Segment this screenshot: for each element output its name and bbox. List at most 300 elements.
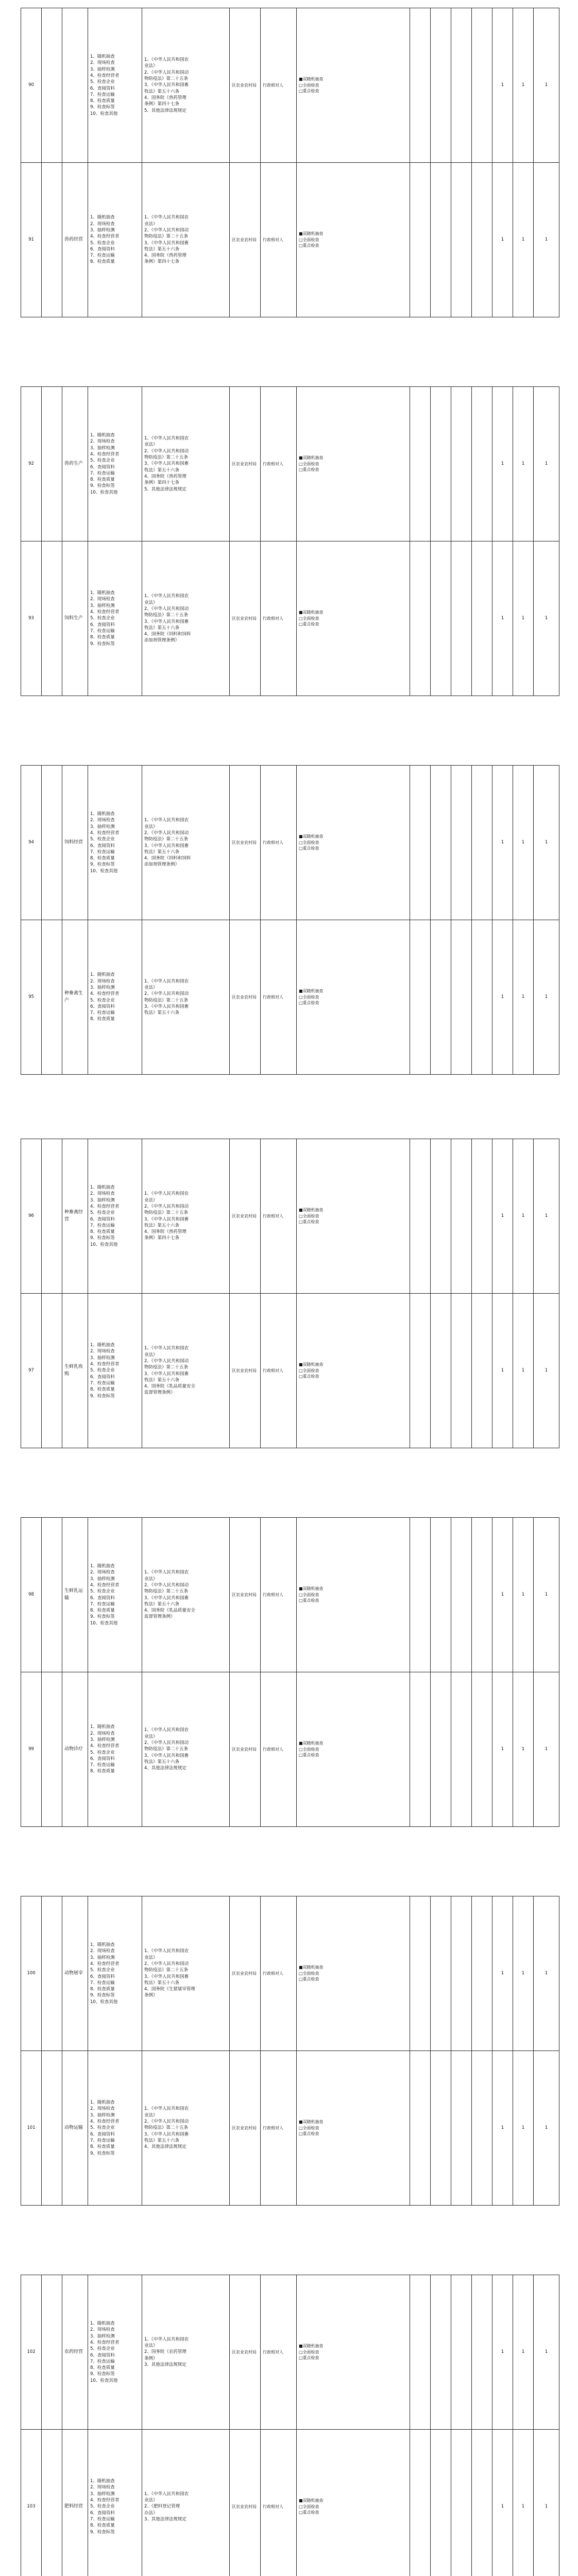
legal-basis-cell <box>142 163 230 317</box>
legal-basis-line: 监督管理条例》 <box>144 1614 175 1620</box>
legal-basis-line: 4、其他法律法规规定 <box>144 2144 186 2150</box>
row-number: 99 <box>21 1672 42 1827</box>
mark-cell: 1 <box>534 387 559 541</box>
row-number: 97 <box>21 1294 42 1448</box>
legal-basis-line: 1、《中华人民共和国农 <box>144 2336 189 2342</box>
check-item: 5、检查企业 <box>90 2125 115 2131</box>
legal-basis-line: 3、其他法律法规规定 <box>144 2516 186 2522</box>
legal-basis-line: 物防疫法》第二十五条 <box>144 613 189 618</box>
table-row <box>21 1896 559 2051</box>
inspection-way-option: □全面检查 <box>299 82 319 88</box>
inspection-subject: 区农业农村局 <box>230 2275 261 2430</box>
table-row <box>21 1139 559 1294</box>
mark-cell: 1 <box>513 1896 534 2051</box>
check-item: 1、随机抽查 <box>90 1563 115 1569</box>
check-item: 4、检查经营者 <box>90 1743 120 1749</box>
legal-basis-line: 业法》 <box>144 2112 158 2118</box>
check-item: 9、检查标签 <box>90 862 115 868</box>
check-items-cell <box>88 766 142 920</box>
check-item: 8、检查质量 <box>90 98 115 104</box>
table-row <box>21 541 559 696</box>
blank-cell <box>472 2430 492 2576</box>
check-item: 5、检查企业 <box>90 1210 115 1216</box>
check-item: 4、检查经营者 <box>90 1582 120 1588</box>
inspection-way-cell <box>297 2275 410 2430</box>
inspection-table <box>21 1517 559 1827</box>
legal-basis-line: 3、《中华人民共和国畜 <box>144 1753 189 1758</box>
table-row <box>21 1672 559 1827</box>
inspection-table <box>21 1139 559 1448</box>
category-cell <box>42 2275 62 2430</box>
check-item: 7、检查运输 <box>90 1380 115 1386</box>
legal-basis-line: 2、国务院《农药管理 <box>144 2349 186 2355</box>
legal-basis-line: 业法》 <box>144 1197 158 1203</box>
check-item: 10、检查其他 <box>90 868 118 874</box>
category-cell <box>42 8 62 163</box>
legal-basis-line: 条例》 <box>144 2355 158 2361</box>
check-item: 9、检查标签 <box>90 483 115 489</box>
inspection-way-cell <box>297 1896 410 2051</box>
item-name: 饲料经营 <box>62 766 88 920</box>
check-item: 3、抽样检测 <box>90 2491 115 2497</box>
inspection-table <box>21 386 559 696</box>
legal-basis-line: 物防疫法》第二十五条 <box>144 2125 189 2131</box>
legal-basis-line: 牧法》第五十六条 <box>144 2138 180 2143</box>
check-item: 3、抽样检测 <box>90 824 115 829</box>
blank-cell <box>431 2275 451 2430</box>
check-items-cell <box>88 8 142 163</box>
legal-basis-line: 业法》 <box>144 221 158 227</box>
check-item: 1、随机抽查 <box>90 1184 115 1190</box>
legal-basis-line: 条例》第四十七条 <box>144 259 180 265</box>
legal-basis-cell <box>142 920 230 1075</box>
mark-cell: 1 <box>492 1139 513 1294</box>
legal-basis-line: 物防疫法》第二十五条 <box>144 455 189 461</box>
check-item: 1、随机抽查 <box>90 1724 115 1730</box>
mark-cell: 1 <box>534 2275 559 2430</box>
item-name: 种畜禽生产 <box>62 920 88 1075</box>
mark-cell: 1 <box>492 2430 513 2576</box>
legal-basis-line: 业法》 <box>144 600 158 605</box>
legal-basis-line: 监督管理条例》 <box>144 1390 175 1396</box>
legal-basis-line: 条例》第四十七条 <box>144 1235 180 1241</box>
check-item: 2、现场检查 <box>90 60 115 66</box>
check-item: 7、检查运输 <box>90 2516 115 2522</box>
legal-basis-line: 物防疫法》第二十五条 <box>144 1968 189 1973</box>
mark-cell: 1 <box>513 387 534 541</box>
blank-cell <box>451 163 472 317</box>
blank-cell <box>472 8 492 163</box>
check-item: 1、随机抽查 <box>90 811 115 817</box>
blank-cell <box>410 1294 431 1448</box>
inspection-way-option: □全面检查 <box>299 2125 319 2130</box>
inspection-way-option: □重点检查 <box>299 2510 319 2515</box>
check-item: 4、检查经营者 <box>90 234 120 240</box>
mark-cell: 1 <box>492 541 513 696</box>
inspection-scope: 行政相对人 <box>261 1896 297 2051</box>
legal-basis-line: 1、《中华人民共和国农 <box>144 978 189 984</box>
inspection-subject: 区农业农村局 <box>230 920 261 1075</box>
blank-cell <box>472 1139 492 1294</box>
legal-basis-line: 4、其他法律法规规定 <box>144 1766 186 1771</box>
inspection-way-option: □重点检查 <box>299 1219 319 1225</box>
legal-basis-line: 1、《中华人民共和国农 <box>144 1191 189 1197</box>
check-item: 6、查阅资料 <box>90 2131 115 2137</box>
legal-basis-line: 物防疫法》第二十五条 <box>144 997 189 1003</box>
mark-cell: 1 <box>513 766 534 920</box>
category-cell <box>42 387 62 541</box>
check-item: 9、检查标签 <box>90 1993 115 1998</box>
inspection-scope: 行政相对人 <box>261 1518 297 1672</box>
check-item: 4、检查经营者 <box>90 73 120 78</box>
inspection-way-option: ■双随机抽查 <box>299 834 324 839</box>
check-item: 2、现场检查 <box>90 597 115 602</box>
legal-basis-line: 物防疫法》第二十五条 <box>144 76 189 82</box>
check-item: 3、抽样检测 <box>90 445 115 451</box>
inspection-way-option: ■双随机抽查 <box>299 2344 324 2349</box>
page-6 <box>0 1891 578 2210</box>
legal-basis-line: 5、其他法律法规规定 <box>144 486 186 492</box>
legal-basis-line: 1、《中华人民共和国农 <box>144 818 189 823</box>
mark-cell: 1 <box>492 8 513 163</box>
inspection-way-option: □重点检查 <box>299 467 319 472</box>
check-items-cell <box>88 1518 142 1672</box>
check-item: 2、现场检查 <box>90 221 115 227</box>
check-item: 4、检查经营者 <box>90 609 120 615</box>
inspection-way-cell <box>297 920 410 1075</box>
inspection-way-option: □全面检查 <box>299 840 319 845</box>
check-item: 8、检查质量 <box>90 259 115 265</box>
legal-basis-line: 3、其他法律法规规定 <box>144 2362 186 2367</box>
check-item: 10、检查其他 <box>90 1242 118 1247</box>
page-5 <box>0 1512 578 1832</box>
legal-basis-line: 2、《中华人民共和国动 <box>144 1358 189 1364</box>
mark-cell: 1 <box>492 387 513 541</box>
inspection-way-option: ■双随机抽查 <box>299 2120 324 2125</box>
mark-cell: 1 <box>513 1139 534 1294</box>
inspection-way-option: □重点检查 <box>299 2131 319 2137</box>
check-items-cell <box>88 1139 142 1294</box>
check-item: 9、检查标签 <box>90 105 115 110</box>
mark-cell: 1 <box>534 766 559 920</box>
inspection-way-cell <box>297 163 410 317</box>
category-cell <box>42 2051 62 2206</box>
blank-cell <box>472 387 492 541</box>
inspection-way-option: □重点检查 <box>299 1598 319 1603</box>
item-name: 生鲜乳运输 <box>62 1518 88 1672</box>
legal-basis-line: 3、《中华人民共和国畜 <box>144 1595 189 1601</box>
blank-cell <box>431 1896 451 2051</box>
legal-basis-line: 3、《中华人民共和国畜 <box>144 461 189 467</box>
inspection-way-option: □全面检查 <box>299 1747 319 1752</box>
check-item: 6、查阅资料 <box>90 2352 115 2358</box>
blank-cell <box>451 2051 472 2206</box>
inspection-subject: 区农业农村局 <box>230 1139 261 1294</box>
legal-basis-line: 5、其他法律法规规定 <box>144 108 186 113</box>
row-number: 91 <box>21 163 42 317</box>
legal-basis-cell <box>142 2051 230 2206</box>
mark-cell: 1 <box>513 1518 534 1672</box>
check-items-cell <box>88 163 142 317</box>
inspection-way-option: □全面检查 <box>299 1592 319 1597</box>
inspection-subject: 区农业农村局 <box>230 2430 261 2576</box>
blank-cell <box>431 1294 451 1448</box>
legal-basis-cell <box>142 1294 230 1448</box>
check-item: 5、检查企业 <box>90 1750 115 1755</box>
row-number: 103 <box>21 2430 42 2576</box>
check-item: 2、现场检查 <box>90 2106 115 2112</box>
legal-basis-line: 条例》第四十七条 <box>144 480 180 486</box>
check-item: 6、查阅资料 <box>90 464 115 470</box>
mark-cell: 1 <box>513 920 534 1075</box>
check-items-cell <box>88 2430 142 2576</box>
mark-cell: 1 <box>534 2051 559 2206</box>
row-number: 90 <box>21 8 42 163</box>
check-item: 6、查阅资料 <box>90 86 115 91</box>
mark-cell: 1 <box>534 2430 559 2576</box>
inspection-scope: 行政相对人 <box>261 387 297 541</box>
inspection-table <box>21 8 559 317</box>
table-row <box>21 2275 559 2430</box>
check-items-cell <box>88 1672 142 1827</box>
check-item: 4、检查经营者 <box>90 2340 120 2345</box>
inspection-scope: 行政相对人 <box>261 1672 297 1827</box>
check-items-cell <box>88 1896 142 2051</box>
inspection-way-cell <box>297 387 410 541</box>
check-item: 1、随机抽查 <box>90 54 115 59</box>
inspection-way-cell <box>297 2430 410 2576</box>
check-item: 4、检查经营者 <box>90 1204 120 1209</box>
check-item: 9、检查标签 <box>90 2371 115 2377</box>
check-items-cell <box>88 2051 142 2206</box>
inspection-way-option: ■双随机抽查 <box>299 455 324 461</box>
check-item: 6、查阅资料 <box>90 1756 115 1761</box>
inspection-way-option: □全面检查 <box>299 2349 319 2354</box>
inspection-subject: 区农业农村局 <box>230 1672 261 1827</box>
check-item: 9、检查标签 <box>90 1235 115 1241</box>
legal-basis-line: 3、《中华人民共和国畜 <box>144 1371 189 1377</box>
check-item: 2、现场检查 <box>90 1570 115 1575</box>
blank-cell <box>410 8 431 163</box>
check-item: 7、检查运输 <box>90 849 115 855</box>
mark-cell: 1 <box>513 8 534 163</box>
table-row <box>21 920 559 1075</box>
inspection-way-option: □全面检查 <box>299 2504 319 2509</box>
legal-basis-line: 2、《中华人民共和国动 <box>144 1740 189 1746</box>
legal-basis-line: 3、《中华人民共和国畜 <box>144 240 189 246</box>
legal-basis-line: 牧法》第五十六条 <box>144 467 180 473</box>
check-item: 8、检查质量 <box>90 1016 115 1022</box>
check-item: 8、检查质量 <box>90 477 115 483</box>
check-item: 6、查阅资料 <box>90 843 115 849</box>
legal-basis-line: 1、《中华人民共和国农 <box>144 1948 189 1954</box>
blank-cell <box>451 541 472 696</box>
legal-basis-line: 业法》 <box>144 2498 158 2503</box>
legal-basis-line: 添加剂管理条例》 <box>144 638 180 643</box>
inspection-way-option: □重点检查 <box>299 2355 319 2361</box>
blank-cell <box>472 1518 492 1672</box>
inspection-subject: 区农业农村局 <box>230 766 261 920</box>
item-name: 种畜禽经营 <box>62 1139 88 1294</box>
blank-cell <box>451 766 472 920</box>
check-item: 10、检查其他 <box>90 2378 118 2383</box>
inspection-scope: 行政相对人 <box>261 2430 297 2576</box>
legal-basis-line: 3、《中华人民共和国畜 <box>144 619 189 624</box>
blank-cell <box>472 2275 492 2430</box>
mark-cell: 1 <box>492 1672 513 1827</box>
blank-cell <box>472 1896 492 2051</box>
check-item: 7、检查运输 <box>90 253 115 259</box>
check-item: 1、随机抽查 <box>90 2479 115 2484</box>
inspection-way-option: □全面检查 <box>299 994 319 999</box>
check-item: 5、检查企业 <box>90 79 115 85</box>
legal-basis-cell <box>142 766 230 920</box>
item-name: 农药经营 <box>62 2275 88 2430</box>
item-name <box>62 8 88 163</box>
blank-cell <box>431 8 451 163</box>
check-item: 2、现场检查 <box>90 1191 115 1197</box>
item-name: 饲料生产 <box>62 541 88 696</box>
inspection-way-cell <box>297 1518 410 1672</box>
check-items-cell <box>88 387 142 541</box>
check-item: 3、抽样检测 <box>90 66 115 72</box>
check-item: 6、查阅资料 <box>90 1595 115 1601</box>
check-item: 9、检查标签 <box>90 2150 115 2156</box>
legal-basis-line: 牧法》第五十六条 <box>144 1980 180 1986</box>
row-number: 92 <box>21 387 42 541</box>
check-item: 9、检查标签 <box>90 641 115 647</box>
legal-basis-line: 1、《中华人民共和国农 <box>144 594 189 599</box>
legal-basis-line: 牧法》第五十六条 <box>144 849 180 855</box>
legal-basis-line: 4、国务院《乳品质量安全 <box>144 1384 195 1389</box>
inspection-subject: 区农业农村局 <box>230 2051 261 2206</box>
mark-cell: 1 <box>534 1139 559 1294</box>
mark-cell: 1 <box>513 163 534 317</box>
item-name: 动物屠宰 <box>62 1896 88 2051</box>
legal-basis-line: 条例》第四十七条 <box>144 101 180 107</box>
inspection-scope: 行政相对人 <box>261 920 297 1075</box>
check-item: 3、抽样检测 <box>90 2112 115 2118</box>
legal-basis-line: 2、《中华人民共和国动 <box>144 991 189 997</box>
blank-cell <box>431 1518 451 1672</box>
check-item: 8、检查质量 <box>90 2523 115 2529</box>
item-name: 兽药生产 <box>62 387 88 541</box>
category-cell <box>42 766 62 920</box>
inspection-way-option: □重点检查 <box>299 89 319 94</box>
legal-basis-line: 牧法》第五十六条 <box>144 1601 180 1607</box>
blank-cell <box>410 2430 431 2576</box>
inspection-way-option: ■双随机抽查 <box>299 1965 324 1970</box>
legal-basis-line: 牧法》第五十六条 <box>144 625 180 631</box>
blank-cell <box>410 2275 431 2430</box>
check-item: 4、检查经营者 <box>90 830 120 836</box>
legal-basis-line: 2、《中华人民共和国动 <box>144 1961 189 1967</box>
legal-basis-line: 1、《中华人民共和国农 <box>144 1727 189 1733</box>
legal-basis-line: 4、国务院《兽药管理 <box>144 95 186 100</box>
legal-basis-cell <box>142 1672 230 1827</box>
inspection-way-cell <box>297 1294 410 1448</box>
mark-cell: 1 <box>513 541 534 696</box>
category-cell <box>42 1518 62 1672</box>
check-item: 10、检查其他 <box>90 111 118 116</box>
inspection-way-cell <box>297 1672 410 1827</box>
row-number: 100 <box>21 1896 42 2051</box>
legal-basis-line: 牧法》第五十六条 <box>144 89 180 94</box>
item-name: 动物诊疗 <box>62 1672 88 1827</box>
check-item: 1、随机抽查 <box>90 590 115 596</box>
inspection-subject: 区农业农村局 <box>230 1518 261 1672</box>
check-item: 6、查阅资料 <box>90 246 115 252</box>
blank-cell <box>451 1672 472 1827</box>
blank-cell <box>472 541 492 696</box>
check-item: 2、现场检查 <box>90 818 115 823</box>
legal-basis-line: 2、《中华人民共和国动 <box>144 2119 189 2125</box>
check-item: 1、随机抽查 <box>90 2320 115 2326</box>
inspection-subject: 区农业农村局 <box>230 541 261 696</box>
check-item: 10、检查其他 <box>90 1999 118 2005</box>
check-item: 5、检查企业 <box>90 837 115 842</box>
check-item: 1、随机抽查 <box>90 2100 115 2106</box>
legal-basis-line: 添加剂管理条例》 <box>144 862 180 868</box>
mark-cell: 1 <box>513 2275 534 2430</box>
check-item: 7、检查运输 <box>90 470 115 476</box>
inspection-way-option: ■双随机抽查 <box>299 77 324 82</box>
category-cell <box>42 1139 62 1294</box>
row-number: 96 <box>21 1139 42 1294</box>
row-number: 98 <box>21 1518 42 1672</box>
inspection-way-option: □全面检查 <box>299 1213 319 1218</box>
legal-basis-line: 3、《中华人民共和国畜 <box>144 1216 189 1222</box>
check-item: 2、现场检查 <box>90 1731 115 1736</box>
inspection-way-option: ■双随机抽查 <box>299 1208 324 1213</box>
blank-cell <box>451 920 472 1075</box>
legal-basis-cell <box>142 541 230 696</box>
check-item: 8、检查质量 <box>90 1608 115 1614</box>
legal-basis-line: 4、国务院《生猪屠宰管理 <box>144 1987 195 1992</box>
mark-cell: 1 <box>534 920 559 1075</box>
legal-basis-line: 1、《中华人民共和国农 <box>144 436 189 442</box>
inspection-way-option: □全面检查 <box>299 1971 319 1976</box>
table-row <box>21 766 559 920</box>
legal-basis-line: 物防疫法》第二十五条 <box>144 1747 189 1752</box>
blank-cell <box>472 2051 492 2206</box>
category-cell <box>42 541 62 696</box>
check-item: 2、现场检查 <box>90 1948 115 1954</box>
legal-basis-line: 1、《中华人民共和国农 <box>144 1346 189 1351</box>
inspection-way-option: □重点检查 <box>299 1001 319 1006</box>
item-name: 动物运输 <box>62 2051 88 2206</box>
row-number: 102 <box>21 2275 42 2430</box>
legal-basis-line: 牧法》第五十六条 <box>144 1759 180 1765</box>
check-item: 7、检查运输 <box>90 1980 115 1986</box>
page-3 <box>0 760 578 1079</box>
blank-cell <box>431 2051 451 2206</box>
check-item: 5、检查企业 <box>90 997 115 1003</box>
check-item: 5、检查企业 <box>90 616 115 621</box>
blank-cell <box>431 1139 451 1294</box>
check-item: 3、抽样检测 <box>90 1955 115 1960</box>
check-item: 8、检查质量 <box>90 2365 115 2371</box>
blank-cell <box>410 1518 431 1672</box>
legal-basis-line: 物防疫法》第二十五条 <box>144 234 189 240</box>
table-row <box>21 387 559 541</box>
inspection-subject: 区农业农村局 <box>230 387 261 541</box>
table-row <box>21 2051 559 2206</box>
check-item: 1、随机抽查 <box>90 215 115 221</box>
table-row <box>21 1294 559 1448</box>
check-item: 8、检查质量 <box>90 856 115 861</box>
category-cell <box>42 1896 62 2051</box>
